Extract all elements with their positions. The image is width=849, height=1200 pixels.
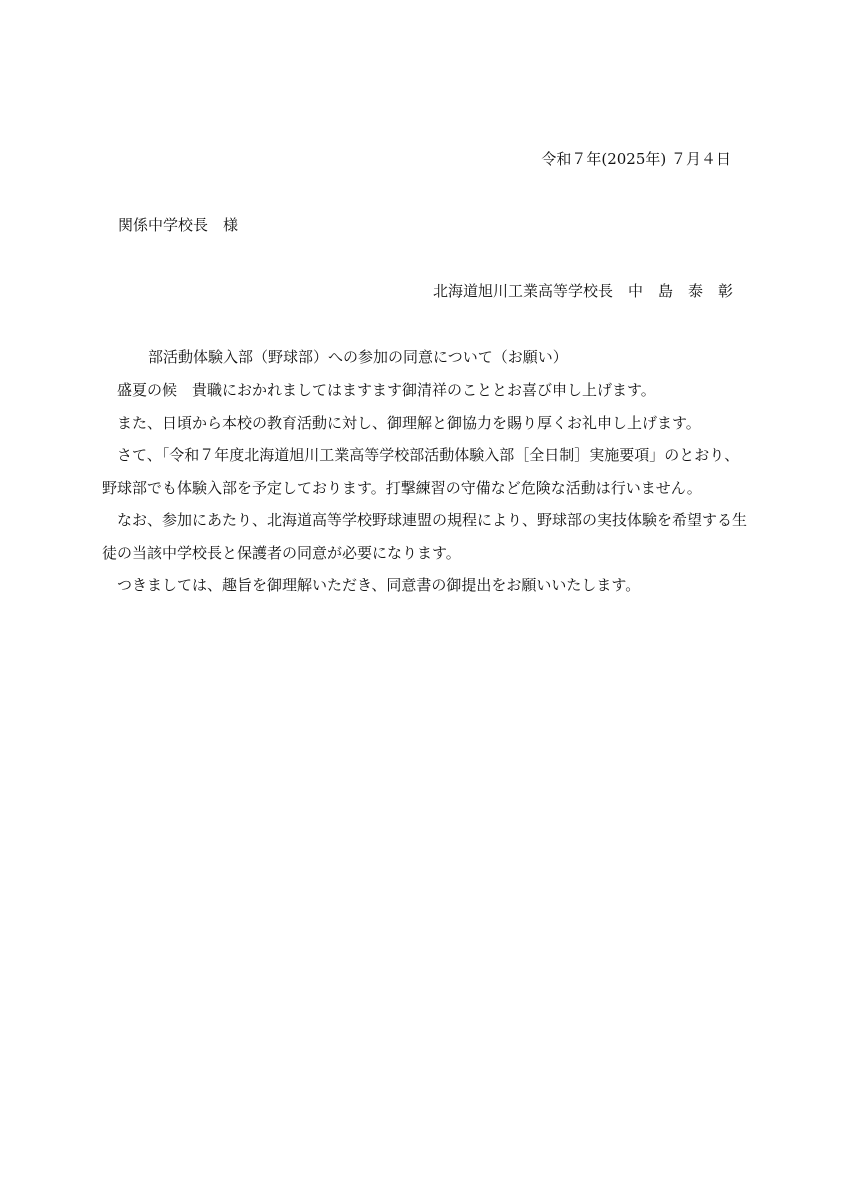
body-paragraph-thanks: また、日頃から本校の教育活動に対し、御理解と御協力を賜り厚くお礼申し上げます。: [117, 413, 701, 432]
addressee: 関係中学校長 様: [118, 216, 239, 234]
body-paragraph-plan-continued: 野球部でも体験入部を予定しております。打撃練習の守備など危険な活動は行いません。: [102, 478, 702, 497]
sender: 北海道旭川工業高等学校長 中 島 泰 彰: [432, 282, 733, 300]
document-subject: 部活動体験入部（野球部）への参加の同意について（お願い）: [148, 348, 568, 366]
body-paragraph-request: つきましては、趣旨を御理解いただき、同意書の御提出をお願いいたします。: [117, 576, 641, 594]
document-date: 令和７年(2025年) ７月４日: [541, 150, 731, 168]
body-paragraph-greeting: 盛夏の候 貴職におかれましてはますます御清祥のこととお喜び申し上げます。: [117, 381, 656, 399]
body-paragraph-consent-continued: 徒の当該中学校長と保護者の同意が必要になります。: [102, 543, 461, 562]
document-body: [102, 374, 750, 602]
body-paragraph-consent: なお、参加にあたり、北海道高等学校野球連盟の規程により、野球部の実技体験を希望する生: [117, 511, 748, 529]
body-paragraph-plan: さて、「令和７年度北海道旭川工業高等学校部活動体験入部［全日制］実施要項」のとおり、: [117, 446, 740, 464]
